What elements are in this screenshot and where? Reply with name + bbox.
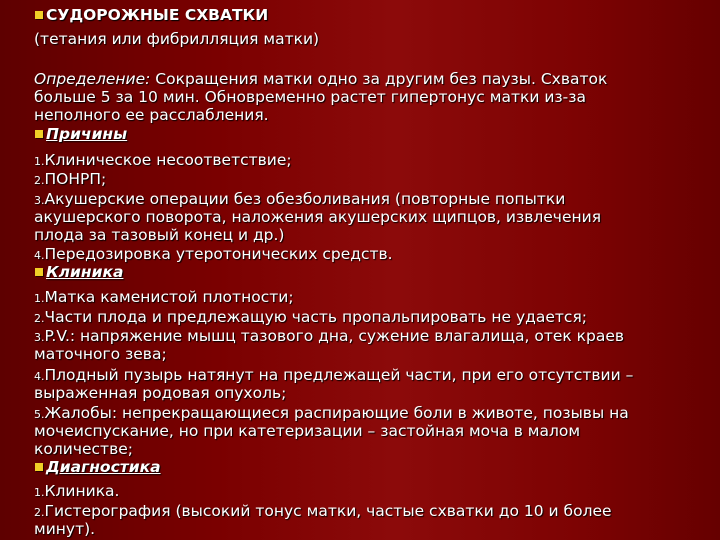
clinic-heading: Клиника (46, 263, 124, 281)
slide-subtitle: (тетания или фибрилляция матки) (34, 30, 320, 48)
diagnostics-heading: Диагностика (46, 458, 161, 476)
item-number: 2. (34, 174, 45, 187)
item-text: Матка каменистой плотности; (44, 288, 294, 306)
clinic-item-4 (34, 366, 712, 386)
causes-heading: Причины (46, 125, 128, 143)
item-text: ПОНРП; (44, 170, 107, 188)
item-text: Гистерография (высокий тонус матки, частые схватки до 10 и более (44, 502, 612, 520)
definition-label: Определение: (34, 70, 151, 88)
clinic-item-3-line-2: маточного зева; (34, 345, 167, 363)
definition-line-2: больше 5 за 10 мин. Обновременно растет гипертонус матки из-за (34, 88, 586, 106)
item-text: Клиника. (44, 482, 120, 500)
item-text: Передозировка утеротонических средств. (44, 245, 393, 263)
causes-item-3 (34, 190, 712, 210)
causes-item-3-line-2: акушерского поворота, наложения акушерских щипцов, извлечения (34, 208, 602, 226)
definition-text-1: Сокращения матки одно за другим без паузы. Схваток (150, 70, 608, 88)
diagnostics-bullet-icon (35, 463, 43, 471)
causes-item-1 (34, 151, 712, 171)
item-text: Части плода и предлежащую часть пропальпировать не удается; (44, 308, 587, 326)
item-number: 1. (34, 486, 45, 499)
item-text: P.V.: напряжение мышц тазового дна, сужение влагалища, отек краев (44, 327, 625, 345)
item-number: 5. (34, 408, 45, 421)
item-number: 1. (34, 155, 45, 168)
diagnostics-item-2-line-2: минут). (34, 520, 96, 538)
clinic-item-3 (34, 327, 712, 347)
causes-bullet-icon (35, 130, 43, 138)
title-bullet-icon (35, 11, 43, 19)
definition-line-3: неполного ее расслабления. (34, 106, 269, 124)
item-number: 2. (34, 312, 45, 325)
item-text: Акушерские операции без обезболивания (повторные попытки (44, 190, 566, 208)
clinic-bullet-icon (35, 268, 43, 276)
item-text: Плодный пузырь натянут на предлежащей части, при его отсутствии – (44, 366, 634, 384)
causes-item-4 (34, 245, 712, 265)
item-number: 3. (34, 331, 45, 344)
item-number: 2. (34, 506, 45, 519)
item-number: 4. (34, 370, 45, 383)
item-number: 4. (34, 249, 45, 262)
causes-item-3-line-3: плода за тазовый конец и др.) (34, 226, 285, 244)
definition-line-1 (34, 70, 712, 88)
item-text: Клиническое несоответствие; (44, 151, 292, 169)
item-text: Жалобы: непрекращающиеся распирающие боли в животе, позывы на (44, 404, 629, 422)
diagnostics-item-1 (34, 482, 712, 502)
slide-title: СУДОРОЖНЫЕ СХВАТКИ (46, 6, 269, 24)
clinic-item-5-line-3: количестве; (34, 440, 133, 458)
clinic-item-4-line-2: выраженная родовая опухоль; (34, 384, 287, 402)
clinic-item-2 (34, 308, 712, 328)
clinic-item-1 (34, 288, 712, 308)
clinic-item-5 (34, 404, 712, 424)
causes-item-2 (34, 170, 712, 190)
diagnostics-item-2 (34, 502, 712, 522)
item-number: 3. (34, 194, 45, 207)
item-number: 1. (34, 292, 45, 305)
clinic-item-5-line-2: мочеиспускание, но при катетеризации – застойная моча в малом (34, 422, 581, 440)
